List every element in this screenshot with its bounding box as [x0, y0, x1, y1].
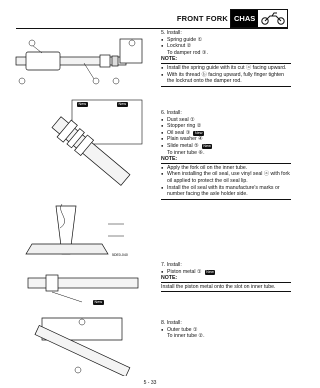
note-item: ● When installing the oil seal, use vinyl seal ⓐ with fork oil applied to protect the oil seal lip.	[161, 171, 291, 184]
note-label: NOTE:	[161, 56, 291, 64]
step-7-item: ● Piston metal ① New	[161, 269, 291, 276]
step-5-title: 5. Install:	[161, 30, 182, 36]
new-tag: New	[78, 102, 87, 106]
step-6-item: ● Oil seal ③ New	[161, 130, 291, 137]
step-6	[161, 110, 291, 200]
note-end-rule	[161, 86, 291, 87]
motorcycle-icon	[260, 12, 286, 25]
new-tag: New	[118, 102, 127, 106]
new-tag: New	[206, 269, 214, 274]
note-label: NOTE:	[161, 275, 291, 283]
step-6-sub: To inner tube ⑥.	[167, 149, 205, 156]
figure-code: 5DE0-040	[112, 253, 128, 257]
section-badge-label: CHAS	[231, 10, 258, 27]
step-7-title: 7. Install:	[161, 262, 182, 268]
note-item: ● Install the oil seal with its manufacture's marks or number facing the axle holder side.	[161, 185, 291, 198]
step-8-title: 8. Install:	[161, 320, 182, 326]
new-tag: New	[194, 130, 203, 135]
note-item: ● Apply the fork oil on the inner tube.	[161, 165, 291, 172]
step-6-item: ● Slide metal ⑤ New	[161, 143, 291, 150]
note-end-rule	[161, 199, 291, 200]
new-tag: New	[203, 143, 211, 148]
figure-spring-guide	[12, 33, 147, 89]
step-5	[161, 30, 291, 87]
header-rule	[16, 28, 288, 29]
note-text: Install the piston metal onto the slot on inner tube.	[161, 283, 276, 290]
step-6-item: ● Plain washer ④	[161, 136, 291, 143]
note-item: ● Install the spring guide with its cut ⓐ facing upward.	[161, 65, 291, 72]
figure-outer-tube	[12, 312, 147, 376]
note-label: NOTE:	[161, 156, 291, 164]
step-6-title: 6. Install:	[161, 110, 182, 116]
page-title: FRONT FORK	[176, 14, 228, 23]
step-5-item: ● Spring guide ①	[161, 37, 291, 44]
step-6-item: ● Dust seal ①	[161, 117, 291, 124]
step-8	[161, 320, 291, 340]
note-end-rule	[161, 291, 291, 292]
section-badge	[230, 9, 288, 28]
page-number: 5 - 33	[143, 380, 157, 386]
step-5-item: ● Locknut ②	[161, 43, 291, 50]
step-8-item: ● Outer tube ①	[161, 327, 291, 334]
note-item: ● With its thread ⓑ facing upward, fully finger tighten the locknut onto the damper rod.	[161, 72, 291, 85]
figure-inner-tube-seals	[12, 94, 147, 258]
new-tag: New	[94, 300, 103, 304]
step-5-sub: To damper rod ③.	[167, 49, 208, 56]
figure-piston-metal	[12, 262, 147, 310]
step-8-sub: To inner tube ②.	[167, 333, 205, 340]
step-7	[161, 262, 291, 292]
step-6-item: ● Stopper ring ②	[161, 123, 291, 130]
